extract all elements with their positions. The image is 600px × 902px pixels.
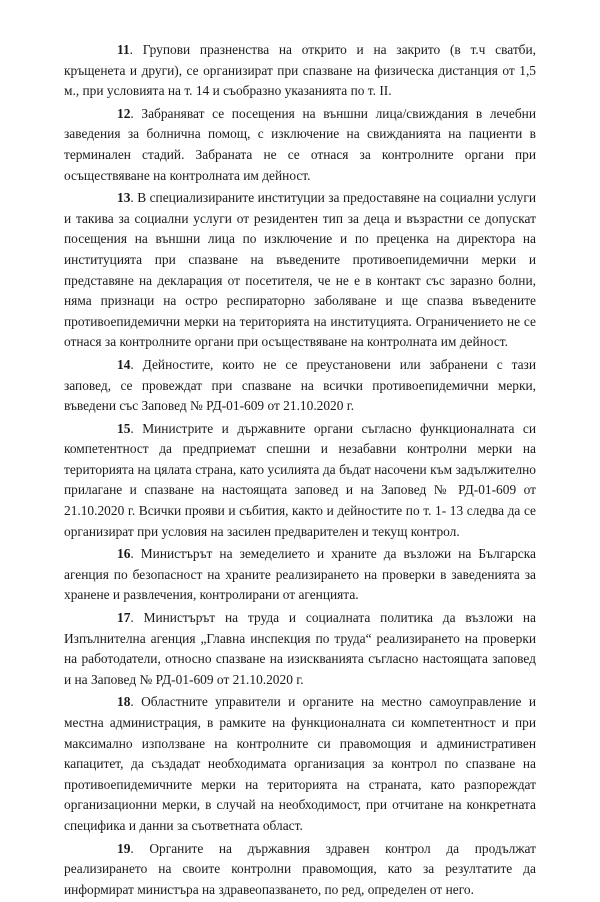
paragraph-text: . Органите на държавния здравен контрол да продължат реализирането на своите контролни правомощия, като за резултатите да информират министъра на здравеопазването, по ред, определен от него. bbox=[64, 840, 536, 897]
paragraph-text: . Министърът на труда и социалната политика да възложи на Изпълнителна агенция „Главна инспекция по труда“ реализирането на проверки на работодатели, относно спазване на изискванията съгласно настоящата заповед и на Заповед № РД-01-609 от 21.10.2020 г. bbox=[64, 610, 536, 687]
paragraph-12 bbox=[64, 104, 536, 186]
paragraph-11 bbox=[64, 40, 536, 102]
paragraph-number: 12 bbox=[117, 105, 131, 121]
paragraph-number: 11 bbox=[117, 42, 130, 57]
paragraph-number: 16 bbox=[117, 546, 131, 562]
paragraph-15 bbox=[64, 419, 536, 543]
paragraph-13 bbox=[64, 188, 536, 353]
paragraph-18 bbox=[64, 692, 536, 836]
paragraph-text: . Министърът на земеделието и храните да възложи на Българска агенция по безопасност на храните реализирането на проверки в заведенията за хранене и развлечения, контролирани от агенцията. bbox=[64, 546, 536, 603]
paragraph-17 bbox=[64, 608, 536, 690]
paragraph-text: . Областните управители и органите на местно самоуправление и местна администрация, в рамките на функционалната си компетентност и при максимално използване на контролните си правомощия и административен капацитет, да създадат необходимата организация за контрол по спазване на противоепидемичните мерки на територията на страната, като разпореждат организационни мерки, в случай на необходимост, при отчитане на конкретната специфика и данни за съответната област. bbox=[64, 694, 536, 833]
paragraph-text: . Групови празненства на открито и на закрито (в т.ч сватби, кръщенета и други), се организират при спазване на физическа дистанция от 1,5 м., при условията на т. 14 и съобразно указанията по т. II. bbox=[64, 42, 536, 99]
paragraph-text: . Дейностите, които не се преустановени или забранени с тази заповед, се провеждат при спазване на всички противоепидемични мерки, въведени със Заповед № РД-01-609 от 21.10.2020 г. bbox=[64, 356, 536, 414]
paragraph-14 bbox=[64, 355, 536, 417]
paragraph-number: 18 bbox=[117, 694, 131, 710]
paragraph-number: 14 bbox=[117, 356, 131, 372]
paragraph-number: 19 bbox=[117, 840, 131, 856]
paragraph-number: 17 bbox=[117, 610, 131, 626]
paragraph-text: . Министрите и държавните органи съгласно функционалната си компетентност да предприемат спешни и незабавни контролни мерки на територията на цялата страна, като усилията да бъдат насочени към задължително прилагане и спазване на настоящата заповед и на Заповед № РД-01-609 от 21.10.2020 г. Всички прояви и събития, както и дейностите по т. 1- 13 следва да се организират при условия на засилен предварителен и текущ контрол. bbox=[64, 420, 536, 539]
paragraph-text: . В специализираните институции за предоставяне на социални услуги и такива за социални услуги от резидентен тип за деца и възрастни се допускат посещения на външни лица по изключение и по преценка на директора на институцията при спазване на въведените противоепидемични мерки и представяне на декларация от посетителя, че не е в контакт със заразно болни, няма признаци на остро респираторно заболяване и ще спазва въведените противоепидемични мерки на територията на институцията. Ограничението не се отнася за контролните органи при осъществяване на контролната им дейност. bbox=[64, 190, 536, 350]
paragraph-16 bbox=[64, 544, 536, 606]
paragraph-number: 15 bbox=[117, 420, 131, 436]
document-body bbox=[64, 40, 536, 902]
paragraph-number: 13 bbox=[117, 190, 131, 206]
paragraph-text: . Забраняват се посещения на външни лица/свиждания в лечебни заведения за болнична помощ, с изключение на свижданията на пациенти в терминален стадий. Забраната не се отнася за контролните органи при осъществяване на контролната им дейност. bbox=[64, 105, 536, 183]
